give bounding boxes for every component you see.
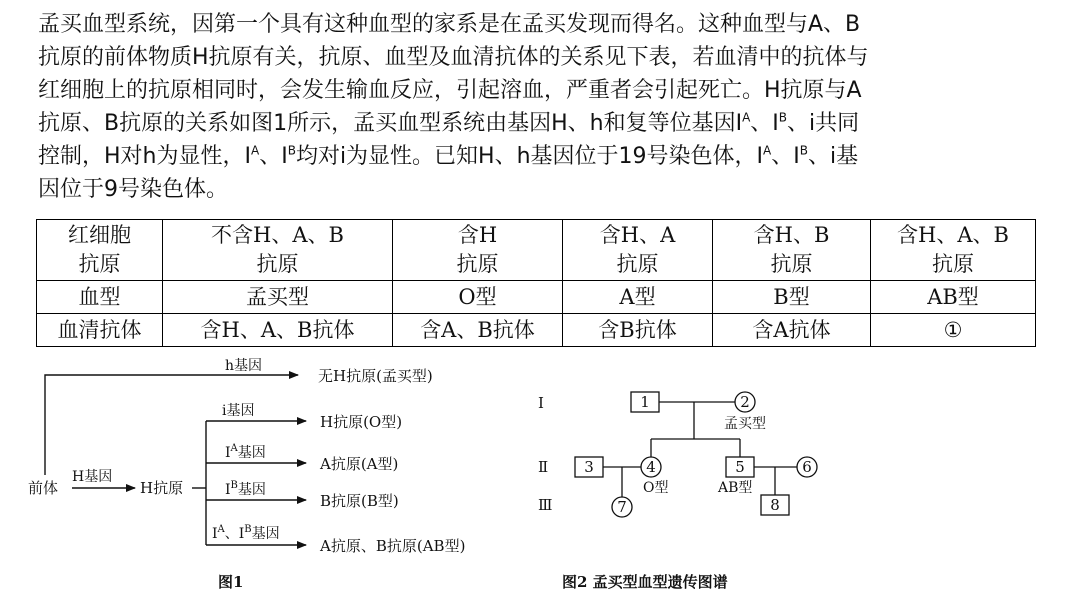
generation-2-label: Ⅱ [538, 458, 549, 476]
table-cell: 不含H、A、B 抗原 [163, 220, 393, 281]
individual-4-phenotype: O型 [643, 480, 669, 496]
para-line-2: 抗原的前体物质H抗原有关，抗原、血型及血清抗体的关系见下表，若血清中的抗体与 [38, 45, 869, 70]
a-type-label: A抗原(A型) [320, 455, 399, 473]
blood-type-table [36, 219, 1036, 347]
table-row-serum [37, 314, 1036, 347]
h-gene-label: h基因 [225, 358, 263, 374]
para-line-1: 孟买血型系统，因第一个具有这种血型的家系是在孟买发现而得名。这种血型与A、B [38, 12, 861, 37]
precursor-label: 前体 [28, 479, 59, 497]
figures [0, 355, 1080, 608]
para-line-4: 抗原、B抗原的关系如图1所示，孟买血型系统由基因H、h和复等位基因$I^A$、$I^B$、i共同 [38, 110, 860, 136]
table-row-blood-type [37, 281, 1036, 314]
table-cell: O型 [393, 281, 563, 314]
generation-1-label: Ⅰ [538, 394, 544, 412]
table-cell: ① [871, 314, 1036, 347]
table-cell: B型 [713, 281, 871, 314]
para-line-6: 因位于9号染色体。 [38, 177, 228, 202]
table-cell: 含H、A、B抗体 [163, 314, 393, 347]
iaib-gene-label: $I^A$、$I^B$基因 [212, 524, 280, 542]
individual-5-phenotype: AB型 [718, 480, 753, 496]
table-cell: 红细胞 抗原 [37, 220, 163, 281]
individual-4-number: 4 [646, 458, 656, 476]
H-gene-label: H基因 [72, 469, 113, 485]
no-h-antigen-label: 无H抗原(孟买型) [318, 367, 433, 385]
table-row-antigen [37, 220, 1036, 281]
individual-3-number: 3 [584, 458, 594, 476]
figure1-pathway [28, 357, 465, 591]
para-line-3: 红细胞上的抗原相同时，会发生输血反应，引起溶血，严重者会引起死亡。H抗原与A [38, 78, 862, 103]
individual-1-number: 1 [640, 393, 650, 411]
h-antigen-label: H抗原 [140, 479, 184, 497]
table-cell: 血型 [37, 281, 163, 314]
b-type-label: B抗原(B型) [320, 492, 399, 510]
figure1-caption: 图1 [218, 573, 244, 591]
generation-3-label: Ⅲ [538, 496, 553, 514]
table-cell: A型 [563, 281, 713, 314]
table-cell: AB型 [871, 281, 1036, 314]
individual-7-number: 7 [617, 498, 627, 516]
table-cell: 含A抗体 [713, 314, 871, 347]
table-cell: 含H 抗原 [393, 220, 563, 281]
table-cell: 含A、B抗体 [393, 314, 563, 347]
table-cell: 含H、B 抗原 [713, 220, 871, 281]
individual-5-number: 5 [735, 458, 745, 476]
figure2-caption: 图2 孟买型血型遗传图谱 [562, 573, 728, 591]
figure2-pedigree [538, 392, 817, 591]
table-cell: 含H、A、B 抗原 [871, 220, 1036, 281]
individual-2-phenotype: 孟买型 [724, 416, 766, 432]
individual-8-number: 8 [770, 496, 780, 514]
o-type-label: H抗原(O型) [320, 413, 403, 431]
ib-gene-label: $I^B$基因 [225, 480, 266, 498]
ab-type-label: A抗原、B抗原(AB型) [320, 537, 466, 555]
table-cell: 孟买型 [163, 281, 393, 314]
table-cell: 含B抗体 [563, 314, 713, 347]
i-gene-label: i基因 [222, 403, 255, 419]
table-cell: 血清抗体 [37, 314, 163, 347]
question-paragraph [38, 8, 1058, 206]
table-cell: 含H、A 抗原 [563, 220, 713, 281]
para-line-5: 控制，H对h为显性，$I^A$、$I^B$均对i为显性。已知H、h基因位于19号染色体，$I^A$、$I^B$、i基 [38, 143, 859, 169]
individual-6-number: 6 [802, 458, 812, 476]
ia-gene-label: $I^A$基因 [225, 443, 266, 461]
individual-2-number: 2 [740, 393, 750, 411]
